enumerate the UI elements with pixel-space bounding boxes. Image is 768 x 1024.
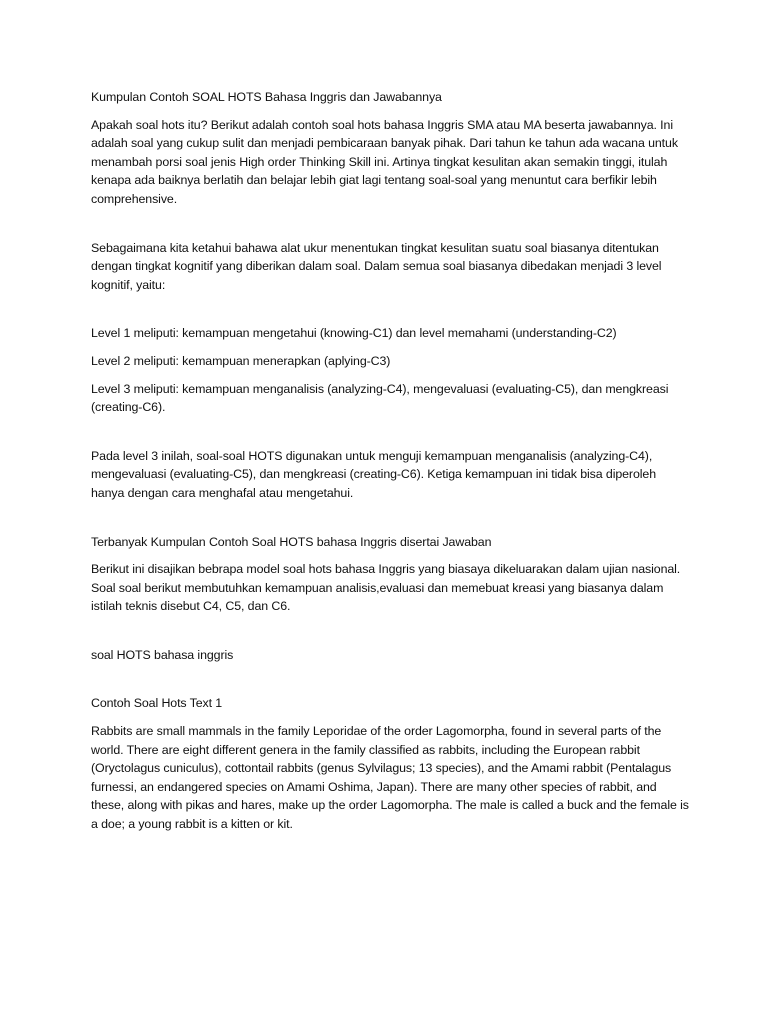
document-title: Kumpulan Contoh SOAL HOTS Bahasa Inggris dan Jawabannya [91,90,442,104]
section-heading: Terbanyak Kumpulan Contoh Soal HOTS bahasa Inggris disertai Jawaban [91,534,492,549]
level-1-item: Level 1 meliputi: kemampuan mengetahui (knowing-C1) dan level memahami (understanding-C2) [91,326,617,341]
intro-paragraph: Apakah soal hots itu? Berikut adalah contoh soal hots bahasa Inggris SMA atau MA beserta jawabannya. Ini adalah soal yang cukup sulit dan menjadi pembicaraan banyak pihak. Dari tahun ke tahun ada wacana untuk menambah porsi soal jenis High order Thinking Skill ini. Artinya tingkat kesulitan akan semakin tinggi, itulah kenapa ada baiknya berlatih dan belajar lebih giat lagi tentang soal-soal yang menuntut cara berfikir lebih comprehensive. [91,117,678,206]
levels-intro-paragraph: Sebagaimana kita ketahui bahawa alat ukur menentukan tingkat kesulitan suatu soal biasanya ditentukan dengan tingkat kognitif yang diberikan dalam soal. Dalam semua soal biasanya dibedakan menjadi 3 level kognitif, yaitu: [91,240,662,292]
document-body [91,88,691,834]
level-2-item: Level 2 meliputi: kemampuan menerapkan (aplying-C3) [91,353,391,368]
text-1-body: Rabbits are small mammals in the family Leporidae of the order Lagomorpha, found in several parts of the world. There are eight different genera in the family classified as rabbits, including the European rabbit (Oryctolagus cuniculus), cottontail rabbits (genus Sylvilagus; 13 species), and the Amami rabbit (Pentalagus furnessi, an endangered species on Amami Oshima, Japan). There are many other species of rabbit, and these, along with pikas and hares, make up the order Lagomorpha. The male is called a buck and the female is a doe; a young rabbit is a kitten or kit. [91,724,689,832]
text-1-heading: Contoh Soal Hots Text 1 [91,696,223,711]
section-intro-paragraph: Berikut ini disajikan bebrapa model soal hots bahasa Inggris yang biasaya dikeluarakan dalam ujian nasional. Soal soal berikut membutuhkan kemampuan analisis,evaluasi dan memebuat kreasi yang biasanya dalam istilah teknis disebut C4, C5, dan C6. [91,562,681,614]
level-3-explanation: Pada level 3 inilah, soal-soal HOTS digunakan untuk menguji kemampuan menganalisis (analyzing-C4), mengevaluasi (evaluating-C5), dan mengkreasi (creating-C6). Ketiga kemampuan ini tidak bisa diperoleh hanya dengan cara menghafal atau mengetahui. [91,448,656,500]
subheading: soal HOTS bahasa inggris [91,647,234,662]
level-3-item: Level 3 meliputi: kemampuan menganalisis (analyzing-C4), mengevaluasi (evaluating-C5), dan mengkreasi (creating-C6). [91,381,669,415]
